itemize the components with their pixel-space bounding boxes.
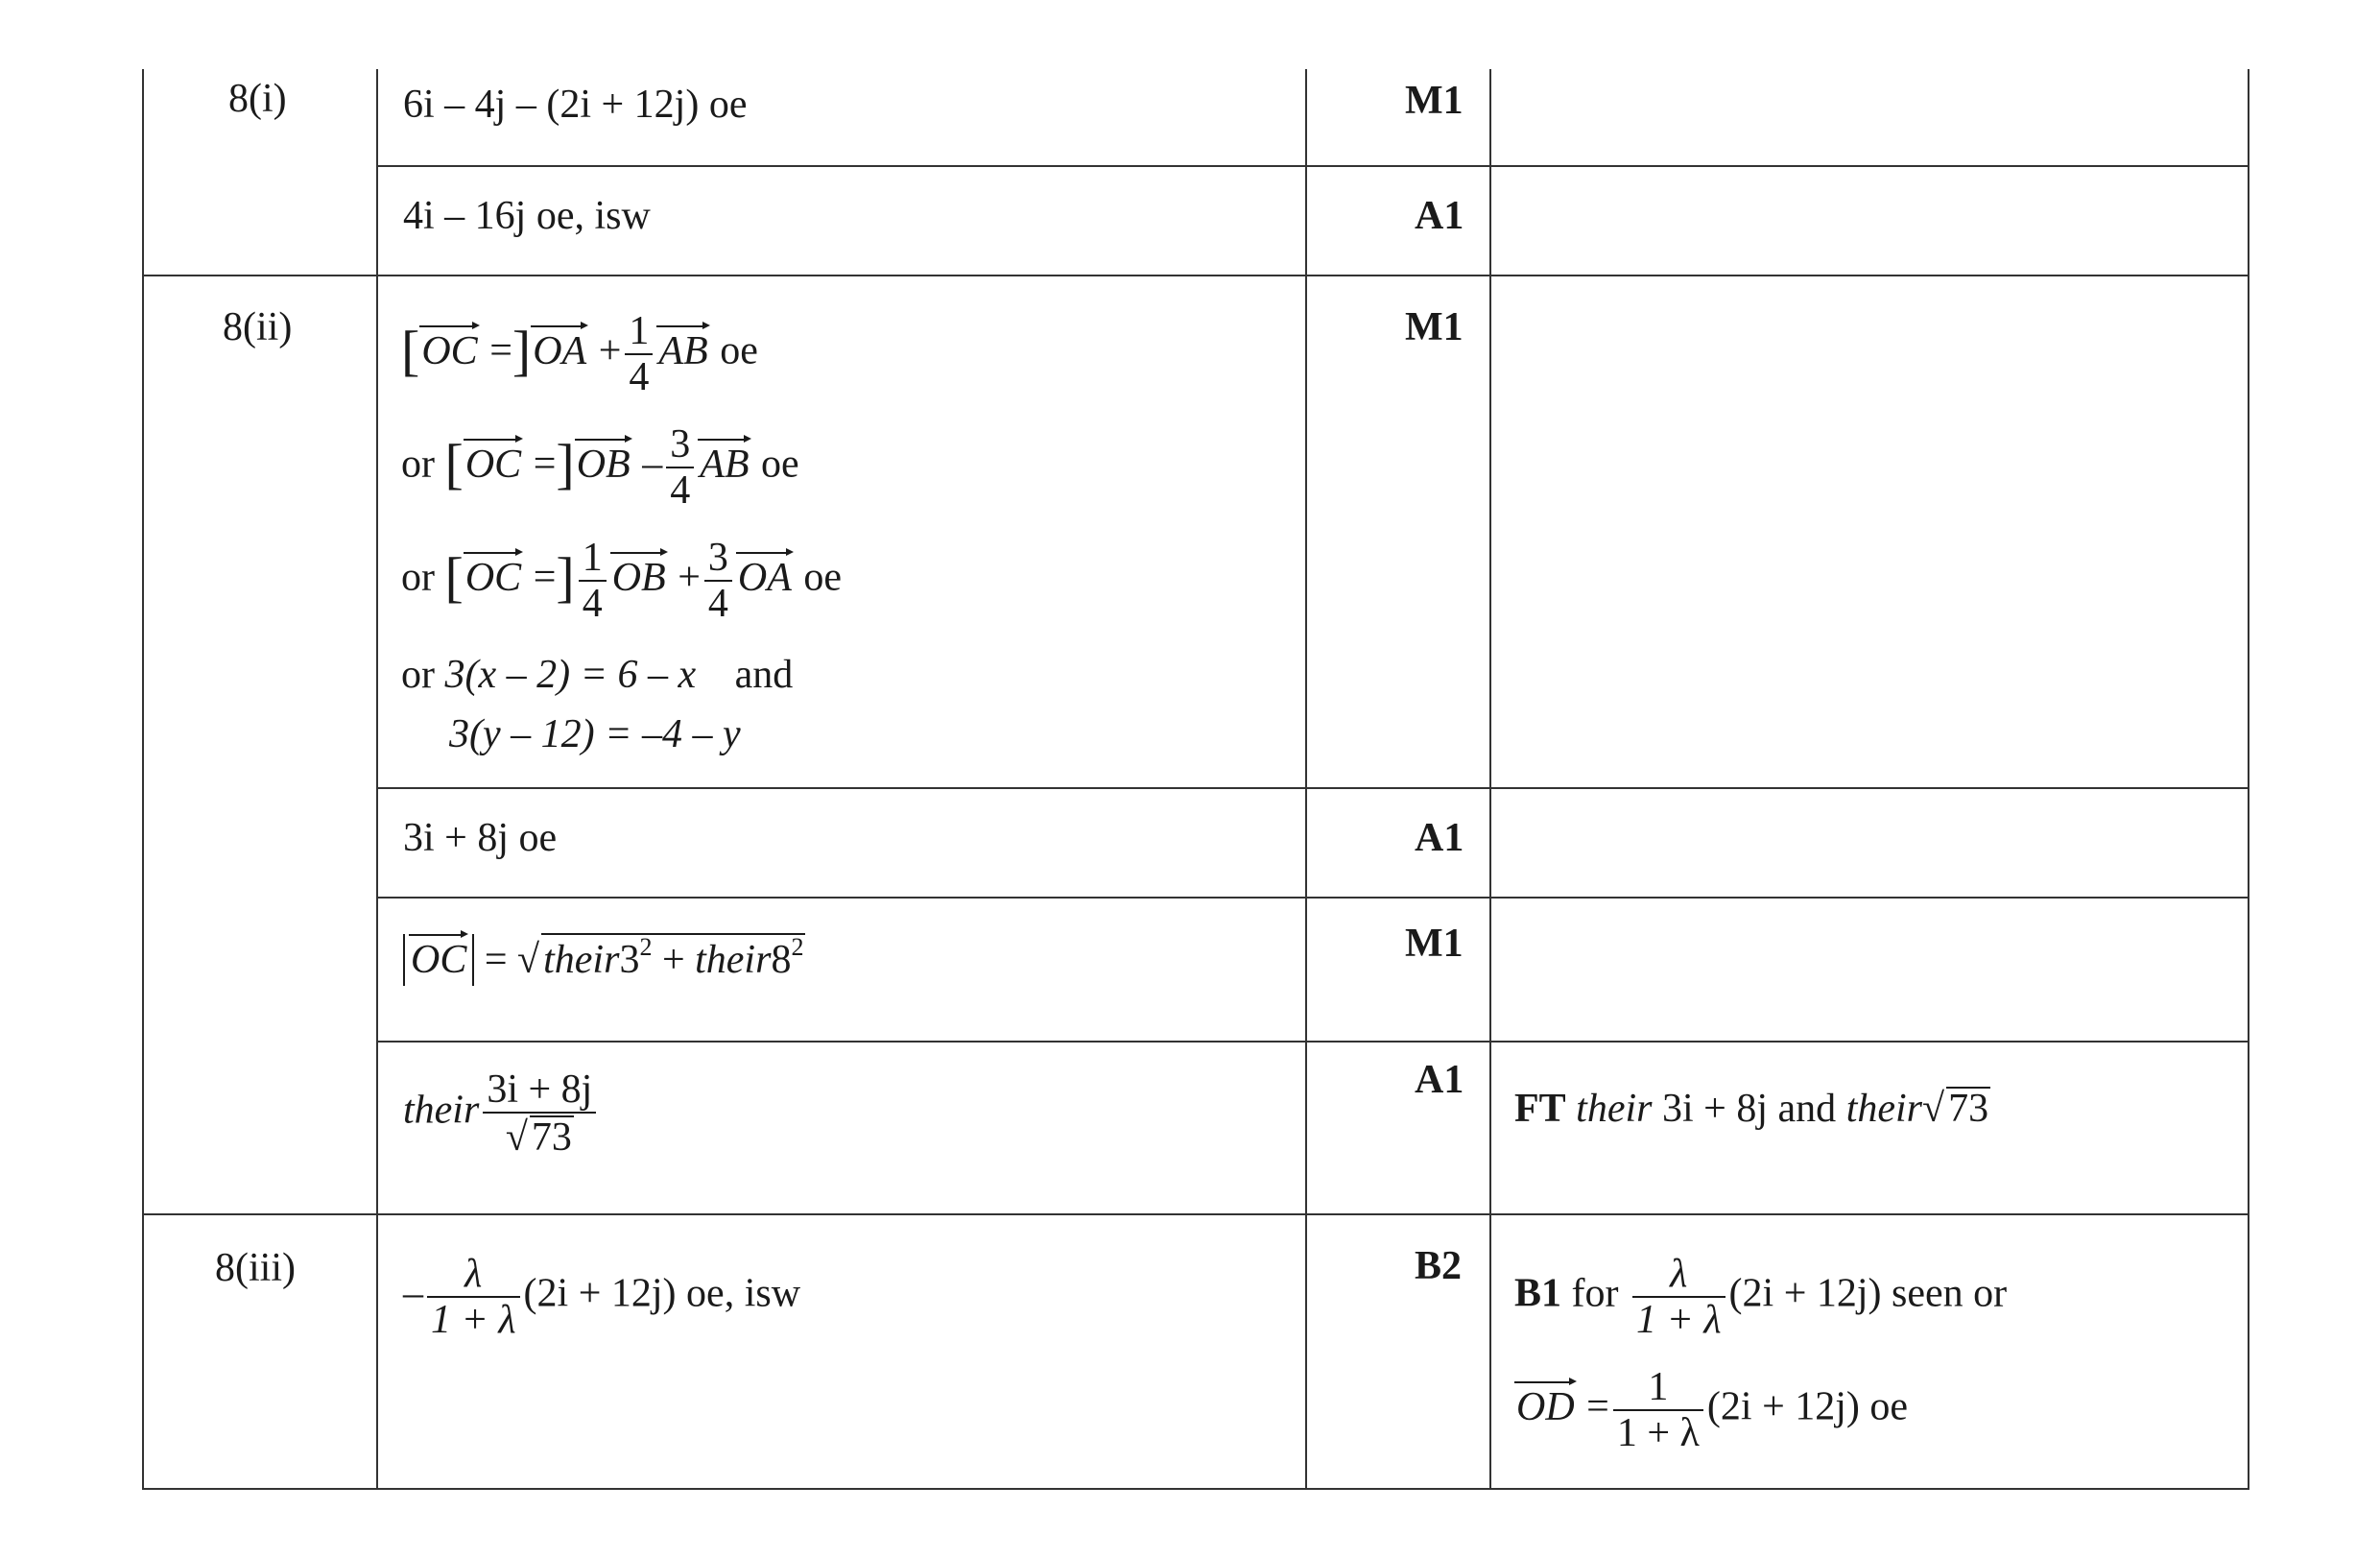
square-root-icon: √ bbox=[505, 1115, 528, 1160]
answer-suffix: oe bbox=[803, 555, 843, 600]
or-label: or bbox=[401, 555, 435, 600]
fraction: $\frac{3}{4}$ bbox=[666, 422, 694, 513]
answer-expression: 4i – 16j bbox=[403, 194, 527, 238]
fraction: $\frac{\lambda}{1 + \lambda}$ bbox=[1632, 1252, 1726, 1342]
row-divider bbox=[376, 1041, 2249, 1043]
fraction: $\frac{\lambda}{1 + \lambda}$ bbox=[427, 1252, 520, 1342]
optional-bracket-open: [ bbox=[401, 319, 420, 382]
ft-label: FT bbox=[1514, 1087, 1566, 1131]
optional-bracket-close: ] bbox=[556, 545, 575, 609]
method-line-2: or [OC =]OB – $\frac{3}{4}$ AB oe bbox=[401, 422, 799, 513]
answer-suffix: oe bbox=[761, 442, 799, 487]
fraction: $\frac{1}{4}$ bbox=[579, 536, 607, 626]
table-border-bottom bbox=[142, 1488, 2249, 1490]
optional-bracket-close: ] bbox=[556, 432, 575, 495]
mark-scheme-table bbox=[142, 69, 2249, 1490]
method-line-1: [OC =]OA + $\frac{1}{4}$ AB oe bbox=[401, 309, 758, 399]
mark-cell: A1 bbox=[1415, 1058, 1464, 1102]
and-label: and bbox=[734, 653, 794, 697]
method-line-3: or [OC =] $\frac{1}{4}$ OB + $\frac{3}{4}$ OA oe bbox=[401, 536, 843, 626]
vector-ab: AB bbox=[700, 442, 750, 487]
optional-bracket-open: [ bbox=[444, 545, 464, 609]
optional-bracket-open: [ bbox=[444, 432, 464, 495]
vector-oc: OC bbox=[464, 442, 522, 487]
answer-suffix: oe bbox=[518, 816, 558, 860]
answer-suffix: oe bbox=[720, 328, 758, 373]
vector-oa: OA bbox=[533, 328, 587, 373]
row-divider bbox=[142, 1213, 2249, 1215]
answer-suffix: oe bbox=[708, 83, 748, 127]
mark-cell: M1 bbox=[1405, 305, 1464, 349]
answer-cell bbox=[403, 1252, 800, 1342]
mark-cell: A1 bbox=[1415, 816, 1464, 860]
vector-oa: OA bbox=[737, 555, 792, 600]
mark-cell: M1 bbox=[1405, 922, 1464, 966]
minus-sign: – bbox=[403, 1271, 423, 1316]
optional-bracket-close: ] bbox=[512, 319, 532, 382]
magnitude-bars bbox=[403, 934, 474, 986]
vector-oc: OC bbox=[411, 938, 467, 982]
row-divider bbox=[376, 787, 2249, 789]
row-divider bbox=[142, 275, 2249, 276]
table-border-left bbox=[142, 69, 144, 1490]
mark-cell: B2 bbox=[1415, 1244, 1463, 1288]
method-line-5: 3(y – 12) = –4 – y bbox=[449, 712, 741, 756]
column-divider-guidance bbox=[1489, 69, 1491, 1490]
bracket-expression: (2i + 12j) bbox=[523, 1271, 677, 1316]
row-divider bbox=[376, 165, 2249, 167]
guidance-cell: FT their 3i + 8j and their√73 bbox=[1514, 1087, 1989, 1131]
question-number: 8(ii) bbox=[223, 305, 293, 349]
fraction: $\frac{1}{1 + \lambda}$ bbox=[1613, 1365, 1703, 1455]
answer-cell bbox=[403, 84, 748, 125]
guidance-cell: B1 for $\frac{\lambda}{1 + \lambda}$ (2i + 12j) seen or bbox=[1514, 1252, 2008, 1342]
square-root-icon: √ bbox=[1922, 1087, 1945, 1131]
mark-cell: A1 bbox=[1415, 194, 1464, 238]
vector-od: OD bbox=[1516, 1384, 1575, 1429]
guidance-cell-line-2: OD = $\frac{1}{1 + \lambda}$ (2i + 12j) oe bbox=[1516, 1365, 1909, 1455]
mark-cell: M1 bbox=[1405, 79, 1464, 123]
row-divider bbox=[376, 897, 2249, 899]
b1-label: B1 bbox=[1514, 1271, 1562, 1316]
question-number: 8(i) bbox=[228, 77, 287, 121]
square-root-icon: √ bbox=[517, 938, 540, 982]
answer-suffix: oe, isw bbox=[686, 1271, 801, 1316]
column-divider-marks bbox=[1305, 69, 1307, 1490]
magnitude-expression: OC = $√their3^2$ + $their8^2$ bbox=[403, 933, 805, 986]
answer-expression: 3i + 8j bbox=[403, 816, 510, 860]
answer-cell bbox=[403, 818, 557, 858]
question-number: 8(iii) bbox=[215, 1246, 296, 1290]
vector-ab: AB bbox=[658, 328, 708, 373]
answer-expression: 6i – 4j – (2i + 12j) bbox=[403, 83, 700, 127]
or-label: or bbox=[401, 442, 435, 487]
equation: 3(x – 2) = 6 – x bbox=[444, 653, 697, 697]
vector-oc: OC bbox=[421, 328, 478, 373]
vector-oc: OC bbox=[464, 555, 522, 600]
unit-vector-expression bbox=[403, 1067, 600, 1160]
column-divider-answer bbox=[376, 69, 378, 1490]
or-label: or bbox=[401, 653, 435, 697]
vector-ob: OB bbox=[611, 555, 666, 600]
vector-ob: OB bbox=[576, 442, 631, 487]
radicand: $their3^2$ + $their8^2$ bbox=[543, 933, 804, 982]
answer-suffix: oe, isw bbox=[536, 194, 651, 238]
method-line-4 bbox=[401, 655, 793, 695]
fraction: $\frac{3i + 8j}{√73}$ bbox=[483, 1067, 596, 1160]
fraction: $\frac{3}{4}$ bbox=[704, 536, 732, 626]
answer-cell bbox=[403, 196, 651, 236]
table-border-right bbox=[2248, 69, 2249, 1490]
their-label: their bbox=[403, 1088, 480, 1133]
fraction: $\frac{1}{4}$ bbox=[625, 309, 653, 399]
